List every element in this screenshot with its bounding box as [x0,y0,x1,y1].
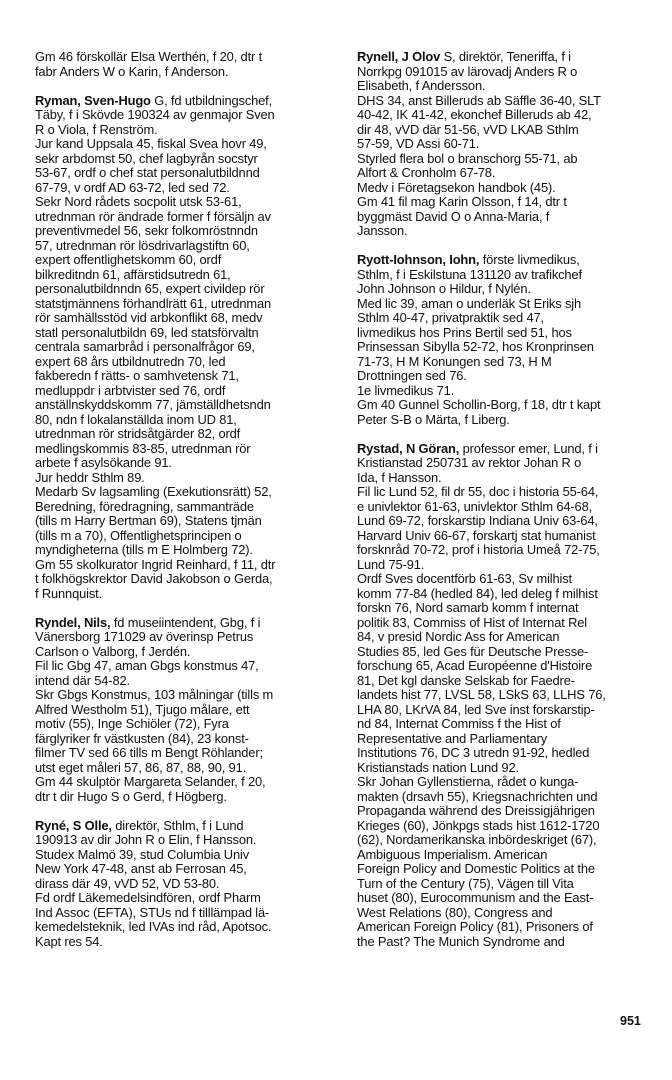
entry-line [35,616,342,631]
entry-line: medluppdr i arbtvister sed 76, ordf [35,382,226,398]
entry-line: Ambiguous Imperialism. American [357,846,548,862]
entry-ryman [35,94,342,602]
entry-line: Gm 46 förskollär Elsa Werthén, f 20, dtr t [35,49,263,64]
entry-line: (tills m Harry Bertman 69), Statens tjmän [35,513,262,528]
entry-line: Kapt res 54. [35,933,103,949]
entry-line: motiv (55), Inge Schiöler (72), Fyra [35,716,229,731]
entry-line: Jur kand Uppsala 45, fiskal Svea hovr 49, [35,136,267,151]
entry-rynell [357,50,662,239]
entry-name: Ryman, Sven-Hugo [35,92,151,108]
entry-line: forskn 76, Nord samarb komm f internat [357,600,579,615]
entry-line: politik 83, Commiss of Hist of Internat Rel [357,614,587,630]
entry-line: Kristianstad 250731 av rektor Johan R o [357,455,582,470]
entry-line: Skr Johan Gyllenstierna, rådet o kunga- [357,774,579,789]
entry-line: 57, utrednman rör lösdrivarlagstiftn 60, [35,237,250,253]
entry-werthen-tail [35,50,342,79]
entry-line: utrednman rör ändrade former f försäljn av [35,208,271,224]
entry-line: John Johnson o Hildur, f Nylén. [357,281,531,296]
entry-line: sekr arbdomst 50, chef lagbyrån socstyr [35,150,258,166]
entry-line: Foreign Policy and Domestic Politics at the [357,861,595,876]
entry-line: forschung 65, Acad Européenne d'Histoire [357,658,593,673]
entry-line: huset (80), Eurocommunism and the East- [357,890,594,905]
entry-line: Jur heddr Sthlm 89. [35,469,145,485]
entry-line: LHA 80, LKrVA 84, led Sve inst forskarstip- [357,701,595,717]
entry-line: Skr Gbgs Konstmus, 103 målningar (tills m [35,687,274,702]
entry-line: Vänersborg 171029 av överinsp Petrus [35,629,254,644]
entry-ryott-iohnson [357,253,662,427]
entry-line: 71-73, H M Konungen sed 73, H M [357,353,552,369]
entry-line: statstjmännens förhandlrätt 61, utrednman [35,295,272,311]
entry-name: Rystad, N Göran, [357,440,460,456]
entry-line: kemedelsteknik, led IVAs ind råd, Apotsoc. [35,919,272,934]
entry-line: West Relations (80), Congress and [357,904,553,920]
entry-line: Kristianstads nation Lund 92. [357,759,519,775]
entry-line: nd 84, Internat Commiss f the Hist of [357,716,561,731]
entry-rystad [357,442,662,950]
entry-line: Institutions 76, DC 3 utredn 91-92, hedled [357,745,590,760]
entry-line: arbete f asylsökande 91. [35,455,172,470]
entry-line: fakberedn f rätts- o samhvetensk 71, [35,368,239,383]
entry-line: Studies 85, led Ges für Deutsche Presse- [357,643,589,659]
entry-line: Lund 69-72, forskarstip Indiana Univ 63-64, [357,513,598,528]
entry-line: Gm 55 skolkurator Ingrid Reinhard, f 11, dtr [35,556,276,572]
entry-line: Styrled flera bol o branschorg 55-71, ab [357,150,578,166]
entry-line [357,253,662,268]
entry-line: Turn of the Century (75), Vägen till Vita [357,875,574,891]
entry-line: dir 48, vVD där 51-56, vVD LKAB Sthlm [357,121,579,137]
entry-line: dtr t dir Hugo S o Gerd, f Högberg. [35,788,227,804]
entry-line: Propaganda während des Dreissigjährigen [357,803,595,818]
entry-line: livmedikus hos Prins Bertil sed 51, hos [357,324,572,340]
entry-line: Gm 44 skulptör Margareta Selander, f 20, [35,774,266,789]
entry-line: centrala samarbråd i personalfrågor 69, [35,339,255,354]
entry-line: byggmäst David O o Anna-Maria, f [357,208,550,224]
entry-line: utst eget måleri 57, 86, 87, 88, 90, 91. [35,759,247,775]
entry-ryne [35,819,342,950]
entry-line: 53-67, ordf o chef stat personalutbildnnd [35,165,260,180]
entry-line: DHS 34, anst Billeruds ab Säffle 36-40, SLT [357,92,601,108]
entry-line: Ordf Sves docentförb 61-63, Sv milhist [357,571,572,586]
entry-line: Ida, f Hansson. [357,469,442,485]
entry-line: expert 68 års utbildnutredn 70, led [35,353,226,369]
entry-line: Prinsessan Sibylla 52-72, hos Kronprinsen [357,339,594,354]
entry-line: e univlektor 61-63, univlektor Sthlm 64-68, [357,498,593,514]
entry-line: fabr Anders W o Karin, f Anderson. [35,63,229,79]
entry-line: Carlson o Valborg, f Jerdén. [35,643,191,659]
entry-line: American Foreign Policy (81), Prisoners of [357,919,593,934]
entry-line: bilkreditndn 61, affärstidsutredn 61, [35,266,231,282]
entry-line: Krieges (60), Jönkpgs stads hist 1612-1720 [357,817,600,833]
entry-line-text: förste livmedikus, [479,252,580,267]
entry-line: Alfort & Cronholm 67-78. [357,165,496,180]
entry-line: the Past? The Munich Syndrome and [357,933,565,949]
entry-line: Beredning, föredragning, sammanträde [35,498,254,514]
entry-line: Fd ordf Läkemedelsindfören, ordf Pharm [35,890,261,905]
entry-line: utrednman rör stridsåtgärder 82, ordf [35,426,241,441]
entry-line: Harvard Univ 66-67, forskartj stat humanist [357,527,596,543]
entry-line: landets hist 77, LVSL 58, LSkS 63, LLHS 76, [357,687,606,702]
entry-line-text: fd museiintendent, Gbg, f i [110,614,261,630]
entry-line: färglyriker fr västkusten (84), 23 konst- [35,730,249,746]
entry-line: Medv i Företagsekon handbok (45). [357,179,556,195]
entry-line: 84, v presid Nordic Ass for American [357,629,560,644]
entry-line: 1e livmedikus 71. [357,382,455,398]
entry-line: Ind Assoc (EFTA), STUs nd f tilllämpad lä- [35,904,270,920]
entry-ryndel [35,616,342,805]
left-column [35,50,342,964]
entry-line: Med lic 39, aman o underläk St Eriks sjh [357,295,581,311]
entry-line: makten (drsavh 55), Kriegsnachrichten und [357,788,598,804]
entry-line-text: G, fd utbildningschef, [150,92,273,108]
entry-line: anställnskyddskomm 77, jämställdhetsndn [35,397,271,412]
entry-line: statl personalutbildn 69, led statsförvaltn [35,324,259,340]
entry-line: personalutbildnndn 65, expert civildep rör [35,281,265,296]
entry-name: Ryndel, Nils, [35,614,111,630]
entry-line: New York 47-48, anst ab Ferrosan 45, [35,861,247,876]
entry-line [35,819,342,834]
entry-line: Studex Malmö 39, stud Columbia Univ [35,846,249,862]
entry-name: Ryott-Iohnson, Iohn, [357,252,480,267]
entry-line: Alfred Westholm 51), Tjugo målare, ett [35,701,250,717]
entry-line-text: direktör, Sthlm, f i Lund [111,817,244,833]
entry-line: expert offentlighetskomm 60, ordf [35,252,222,267]
entry-line: rör samhällsstöd vid arbkonflikt 68, medv [35,310,263,325]
entry-line: 80, ndn f lokalanställda inom UD 81, [35,411,237,427]
entry-line: 190913 av dir John R o Elin, f Hansson. [35,832,257,847]
entry-line: Peter S-B o Märta, f Liberg. [357,411,510,427]
entry-line: Jansson. [357,223,408,238]
entry-line: Norrkpg 091015 av lärovadj Anders R o [357,63,578,79]
entry-line [357,442,662,457]
entry-line [35,94,342,109]
entry-line: preventivmedel 56, sekr folkomröstnndn [35,223,258,238]
entry-line: (62), Nordamerikanska inbördeskriget (67), [357,832,597,847]
entry-line: 57-59, VD Assi 60-71. [357,136,480,151]
entry-line: R o Viola, f Renström. [35,121,158,137]
entry-line: Täby, f i Skövde 190324 av genmajor Sven [35,107,275,122]
entry-line [357,50,662,65]
entry-line: filmer TV sed 66 tills m Bengt Röhlander; [35,745,263,760]
entry-line: komm 77-84 (hedled 84), led deleg f milhist [357,585,598,601]
entry-line-text: professor emer, Lund, f i [459,440,598,456]
entry-line: Sthlm, f i Eskilstuna 131120 av trafikchef [357,266,582,282]
entry-line: t folkhögskrektor David Jakobson o Gerda, [35,571,273,586]
entry-line-text: S, direktör, Teneriffa, f i [440,49,571,64]
entry-line: medlingskommis 83-85, utrednman rör [35,440,251,456]
entry-line: Representative and Parliamentary [357,730,548,746]
entry-line: Gm 41 fil mag Karin Olsson, f 14, dtr t [357,194,567,209]
entry-line: Fil lic Lund 52, fil dr 55, doc i historia 55-64, [357,484,599,499]
entry-name: Rynell, J Olov [357,49,441,64]
entry-line: 40-42, IK 41-42, ekonchef Billeruds ab 42, [357,107,592,122]
entry-line: Sthlm 40-47, privatpraktik sed 47, [357,310,544,325]
entry-line: forsknråd 70-72, prof i historia Umeå 72-75, [357,542,600,557]
entry-line: f Runnquist. [35,585,102,601]
entry-line: Medarb Sv lagsamling (Exekutionsrätt) 52, [35,484,272,499]
entry-line: (tills m a 70), Offentlighetsprincipen o [35,527,242,543]
page-number: 951 [620,1014,641,1028]
entry-line: 81, Det kgl danske Selskab for Faedre- [357,672,575,688]
entry-line: Fil lic Gbg 47, aman Gbgs konstmus 47, [35,658,259,673]
entry-line: 67-79, v ordf AD 63-72, led sed 72. [35,179,230,195]
entry-line: Gm 40 Gunnel Schollin-Borg, f 18, dtr t kapt [357,397,601,412]
entry-line: Lund 75-91. [357,556,425,572]
entry-line: myndigheterna (tills m E Holmberg 72). [35,542,253,557]
entry-line: intend där 54-82. [35,672,130,688]
entry-line: Sekr Nord rådets socpolit utsk 53-61, [35,194,242,209]
right-column [357,50,662,964]
entry-line: dirass där 49, vVD 52, VD 53-80. [35,875,220,891]
entry-line: Drottningen sed 76. [357,368,467,383]
entry-name: Ryné, S Olle, [35,817,112,833]
entry-line: Elisabeth, f Andersson. [357,78,486,93]
